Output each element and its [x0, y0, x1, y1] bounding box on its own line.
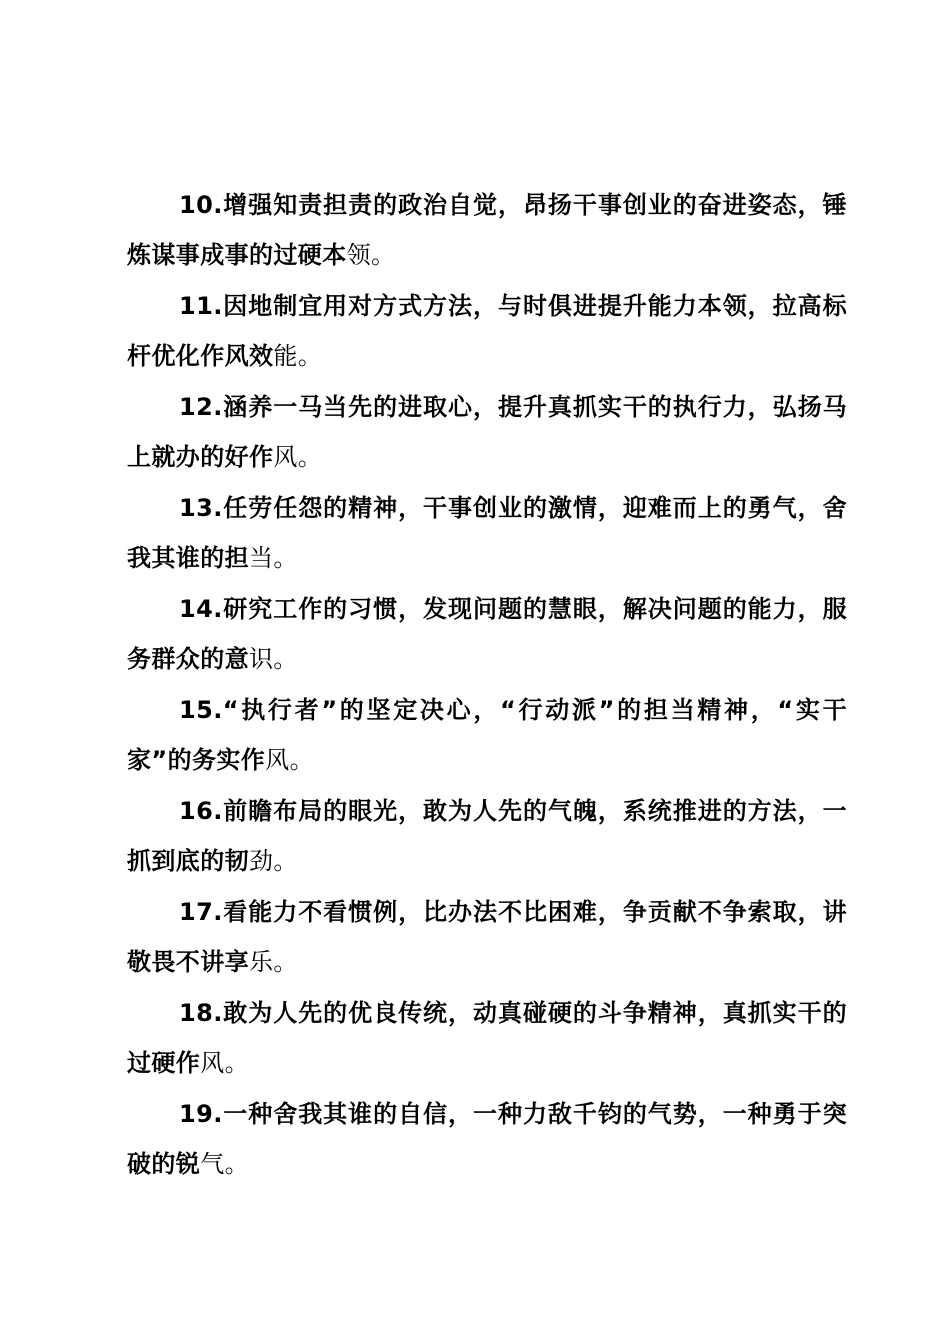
item-text-tail: 能。 — [273, 342, 323, 370]
item-text-bold: 19.一种舍我其谁的自信，一种力敌千钧的气势，一种勇于突破的锐 — [127, 1100, 847, 1178]
item-text-bold: 15.“执行者”的坚定决心，“行动派”的担当精神，“实干家”的务实作 — [127, 696, 847, 774]
item-text-tail: 领。 — [346, 241, 396, 269]
item-text-tail: 风。 — [265, 746, 314, 774]
item-text-tail: 气。 — [200, 1150, 250, 1178]
document-body — [127, 180, 847, 1190]
item-text-bold: 18.敢为人先的优良传统，动真碰硬的斗争精神，真抓实干的过硬作 — [127, 999, 847, 1077]
item-text-bold: 16.前瞻布局的眼光，敢为人先的气魄，系统推进的方法，一抓到底的韧 — [127, 797, 847, 875]
item-text-tail: 劲。 — [249, 847, 298, 875]
item-text-tail: 当。 — [249, 544, 298, 572]
list-item-19 — [127, 1089, 847, 1189]
item-text-bold: 13.任劳任怨的精神，干事创业的激情，迎难而上的勇气，舍我其谁的担 — [127, 494, 847, 572]
list-item-17 — [127, 887, 847, 987]
item-text-tail: 风。 — [273, 443, 323, 471]
item-text-bold: 12.涵养一马当先的进取心，提升真抓实干的执行力，弘扬马上就办的好作 — [127, 393, 847, 471]
item-text-bold: 10.增强知责担责的政治自觉，昂扬干事创业的奋进姿态，锤炼谋事成事的过硬本 — [127, 191, 847, 269]
item-text-bold: 14.研究工作的习惯，发现问题的慧眼，解决问题的能力，服务群众的意 — [127, 595, 847, 673]
list-item-16 — [127, 786, 847, 886]
item-text-bold: 11.因地制宜用对方式方法，与时俱进提升能力本领，拉高标杆优化作风效 — [127, 292, 847, 370]
item-text-tail: 风。 — [200, 1049, 250, 1077]
list-item-14 — [127, 584, 847, 684]
list-item-12 — [127, 382, 847, 482]
item-text-tail: 乐。 — [249, 948, 298, 976]
item-text-bold: 17.看能力不看惯例，比办法不比困难，争贡献不争索取，讲敬畏不讲享 — [127, 898, 847, 976]
list-item-18 — [127, 988, 847, 1088]
list-item-10 — [127, 180, 847, 280]
item-text-tail: 识。 — [249, 645, 298, 673]
list-item-13 — [127, 483, 847, 583]
list-item-15 — [127, 685, 847, 785]
list-item-11 — [127, 281, 847, 381]
